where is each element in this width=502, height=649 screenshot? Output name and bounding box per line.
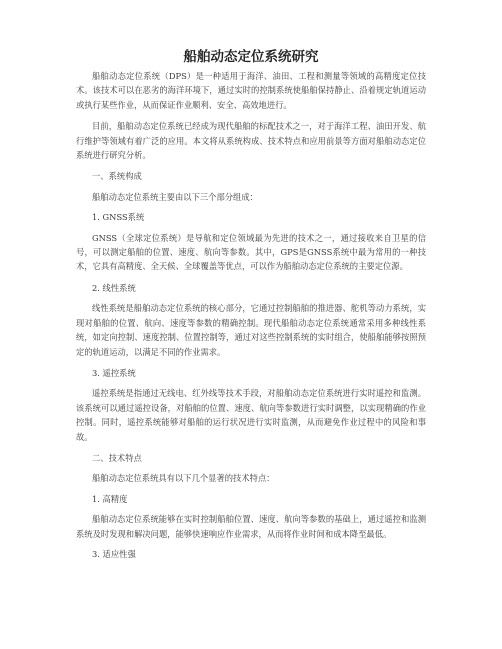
intro-paragraph-1: 船舶动态定位系统（DPS）是一种适用于海洋、油田、工程和测量等领域的高精度定位技术。该技术可以在恶劣的海洋环境下，通过实时的控制系统使船舶保持静止、沿着规定轨道运动或执行某些作业，从而保证作业顺利、安全、高效地进行。 — [76, 71, 426, 110]
subheading-gnss: 1. GNSS系统 — [92, 212, 145, 223]
subheading-remote-system: 3. 遥控系统 — [92, 367, 136, 378]
document-title: 船舶动态定位系统研究 — [183, 49, 319, 65]
document-body — [76, 69, 426, 561]
linear-system-paragraph: 线性系统是船舶动态定位系统的核心部分，它通过控制船舶的推进器、舵机等动力系统，实现对船舶的位置、航向、速度等参数的精确控制。现代船舶动态定位系统通常采用多种线性系统，如定向控制、速度控制、位置控制等，通过对这些控制系统的实时组合，使船舶能够按照预定的轨道运动，以满足不同的作业需求。 — [76, 303, 426, 357]
high-precision-paragraph: 船舶动态定位系统能够在实时控制船舶位置、速度、航向等参数的基础上，通过遥控和监测系统及时发现和解决问题，能够快速响应作业需求，从而将作业时间和成本降至最低。 — [76, 514, 426, 539]
section-1-intro: 船舶动态定位系统主要由以下三个部分组成： — [92, 191, 258, 202]
gnss-paragraph: GNSS（全球定位系统）是导航和定位领域最为先进的技术之一，通过接收来自卫星的信号，可以测定船舶的位置、速度、航向等参数。其中，GPS是GNSS系统中最为常用的一种技术，它具有高精度、全天候、全球覆盖等优点，可以作为船舶动态定位系统的主要定位源。 — [76, 232, 426, 272]
subheading-linear-system: 2. 线性系统 — [92, 282, 136, 293]
subheading-high-precision: 1. 高精度 — [92, 493, 128, 504]
subheading-adaptability: 3. 适应性强 — [92, 548, 136, 559]
remote-system-paragraph: 遥控系统是指通过无线电、红外线等技术手段，对船舶动态定位系统进行实时遥控和监测。该系统可以通过遥控设备，对船舶的位置、速度、航向等参数进行实时调整，以实现精确的作业控制。同时，遥控系统能够对船舶的运行状况进行实时监测，从而避免作业过程中的风险和事故。 — [76, 388, 426, 442]
section-2-intro: 船舶动态定位系统具有以下几个显著的技术特点： — [92, 473, 275, 484]
intro-paragraph-2: 目前，船舶动态定位系统已经成为现代船舶的标配技术之一，对于海洋工程、油田开发、航行维护等领域有着广泛的应用。本文将从系统构成、技术特点和应用前景等方面对船舶动态定位系统进行研究分析。 — [76, 121, 426, 161]
section-heading-1: 一、系统构成 — [92, 171, 142, 182]
section-heading-2: 二、技术特点 — [92, 452, 142, 463]
